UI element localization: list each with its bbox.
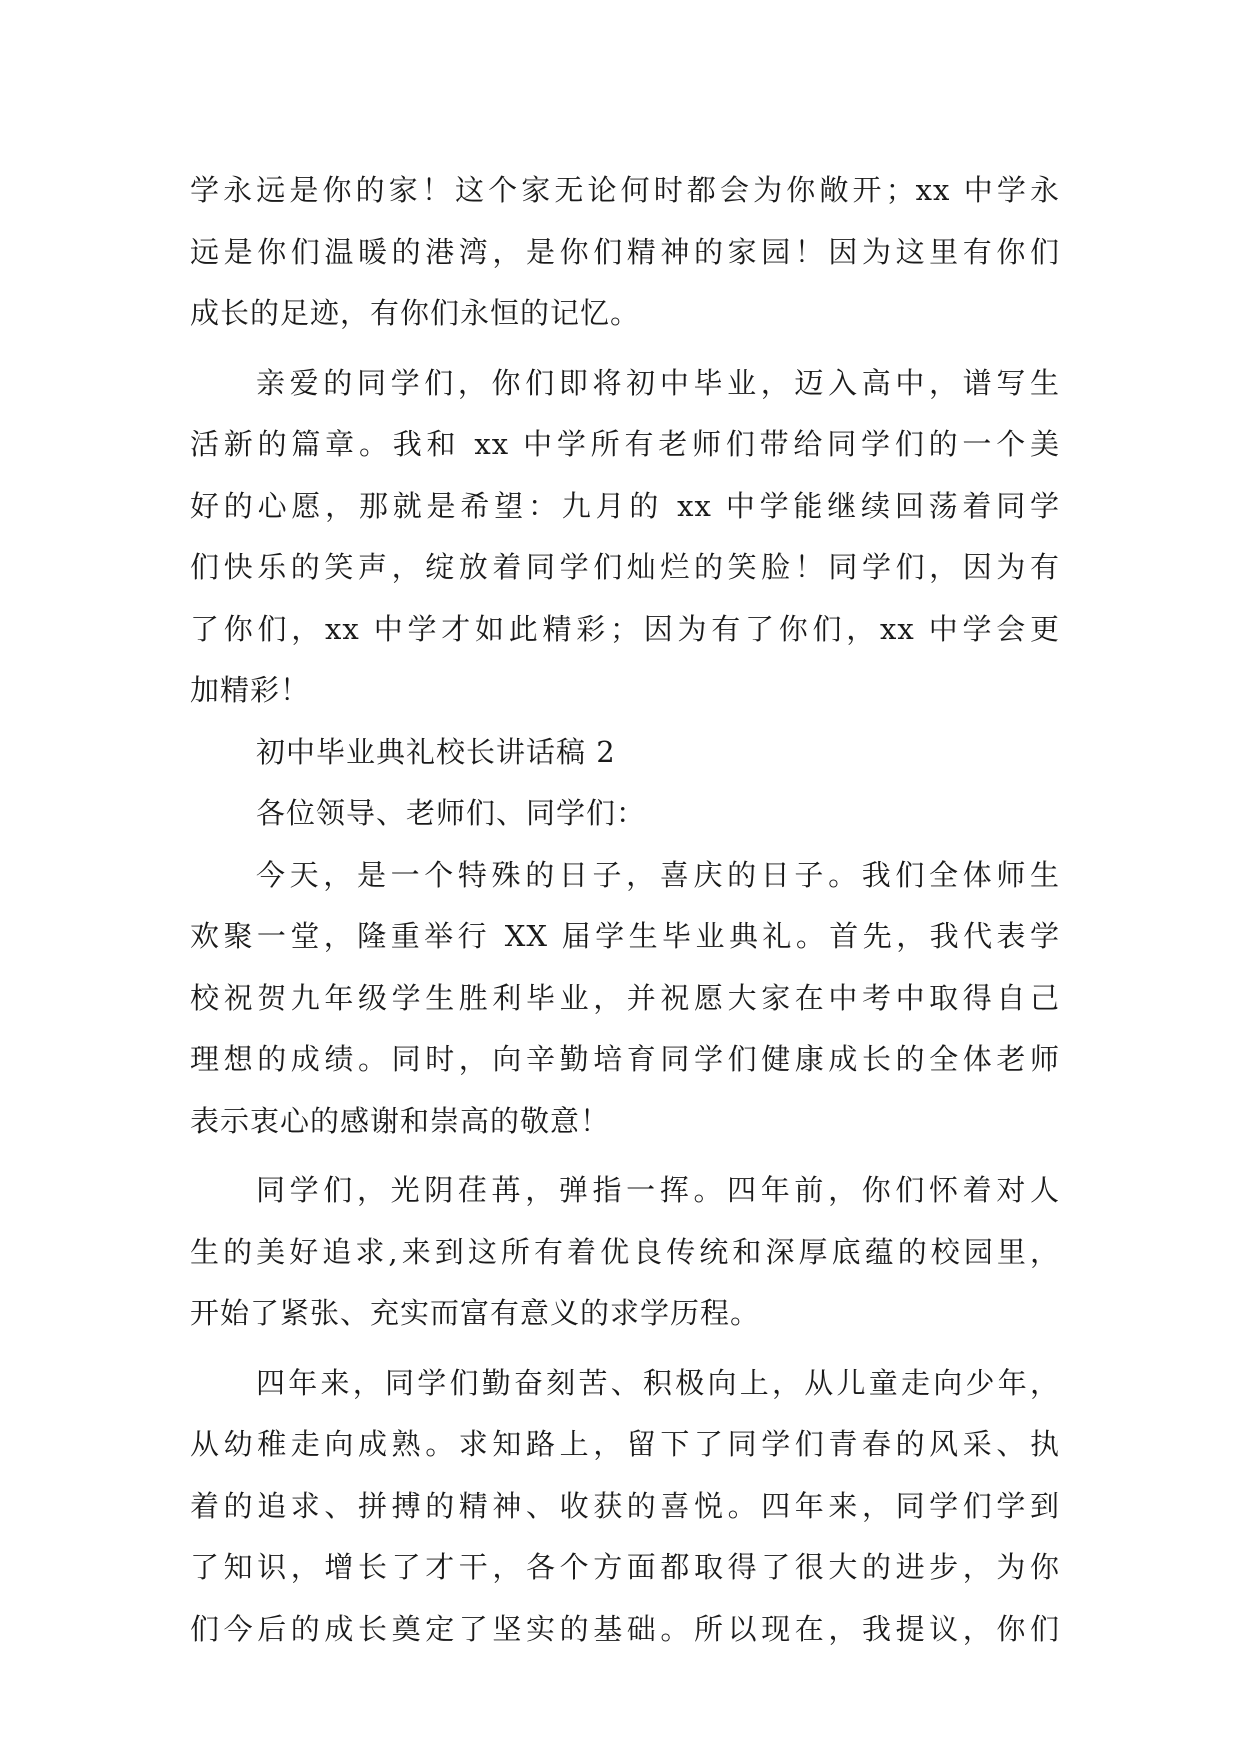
section-title [190,722,1060,784]
text-line: 们快乐的笑声，绽放着同学们灿烂的笑脸！同学们，因为有 [190,550,1060,584]
text-line: 从幼稚走向成熟。求知路上，留下了同学们青春的风采、执 [190,1427,1060,1461]
text-line: 四年来，同学们勤奋刻苦、积极向上，从儿童走向少年， [256,1365,1060,1400]
paragraph [190,1353,1060,1661]
salutation [190,783,1060,845]
text-line: 学永远是你的家！这个家无论何时都会为你敞开；xx 中学永 [190,173,1060,207]
document-body [190,160,1060,1660]
text-line: 着的追求、拼搏的精神、收获的喜悦。四年来，同学们学到 [190,1488,1060,1523]
paragraph [190,1160,1060,1345]
text-line: 理想的成绩。同时，向辛勤培育同学们健康成长的全体老师 [190,1042,1060,1076]
paragraph [190,845,1060,1153]
text-line: 今天，是一个特殊的日子，喜庆的日子。我们全体师生 [256,857,1060,892]
text-line: 加精彩！ [190,673,311,707]
text-line: 开始了紧张、充实而富有意义的求学历程。 [190,1296,761,1330]
text-line: 生的美好追求,来到这所有着优良传统和深厚底蕴的校园里， [190,1234,1060,1269]
paragraph [190,353,1060,722]
text-line: 亲爱的同学们，你们即将初中毕业，迈入高中，谱写生 [256,365,1060,400]
text-line: 校祝贺九年级学生胜利毕业，并祝愿大家在中考中取得自己 [190,980,1060,1015]
text-line: 初中毕业典礼校长讲话稿 2 [256,734,616,769]
text-line: 各位领导、老师们、同学们： [256,796,647,830]
text-line: 活新的篇章。我和 xx 中学所有老师们带给同学们的一个美 [190,427,1060,461]
text-line: 同学们，光阴荏苒，弹指一挥。四年前，你们怀着对人 [256,1173,1060,1207]
text-line: 欢聚一堂，隆重举行 XX 届学生毕业典礼。首先，我代表学 [190,919,1060,953]
text-line: 们今后的成长奠定了坚实的基础。所以现在，我提议，你们 [190,1611,1060,1646]
text-line: 表示衷心的感谢和崇高的敬意！ [190,1103,611,1138]
text-line: 远是你们温暖的港湾，是你们精神的家园！因为这里有你们 [190,234,1060,269]
text-line: 好的心愿，那就是希望：九月的 xx 中学能继续回荡着同学 [190,488,1060,523]
text-line: 了你们，xx 中学才如此精彩；因为有了你们，xx 中学会更 [190,611,1060,646]
text-line: 成长的足迹，有你们永恒的记忆。 [190,296,641,330]
text-line: 了知识，增长了才干，各个方面都取得了很大的进步，为你 [190,1550,1060,1584]
paragraph [190,160,1060,345]
